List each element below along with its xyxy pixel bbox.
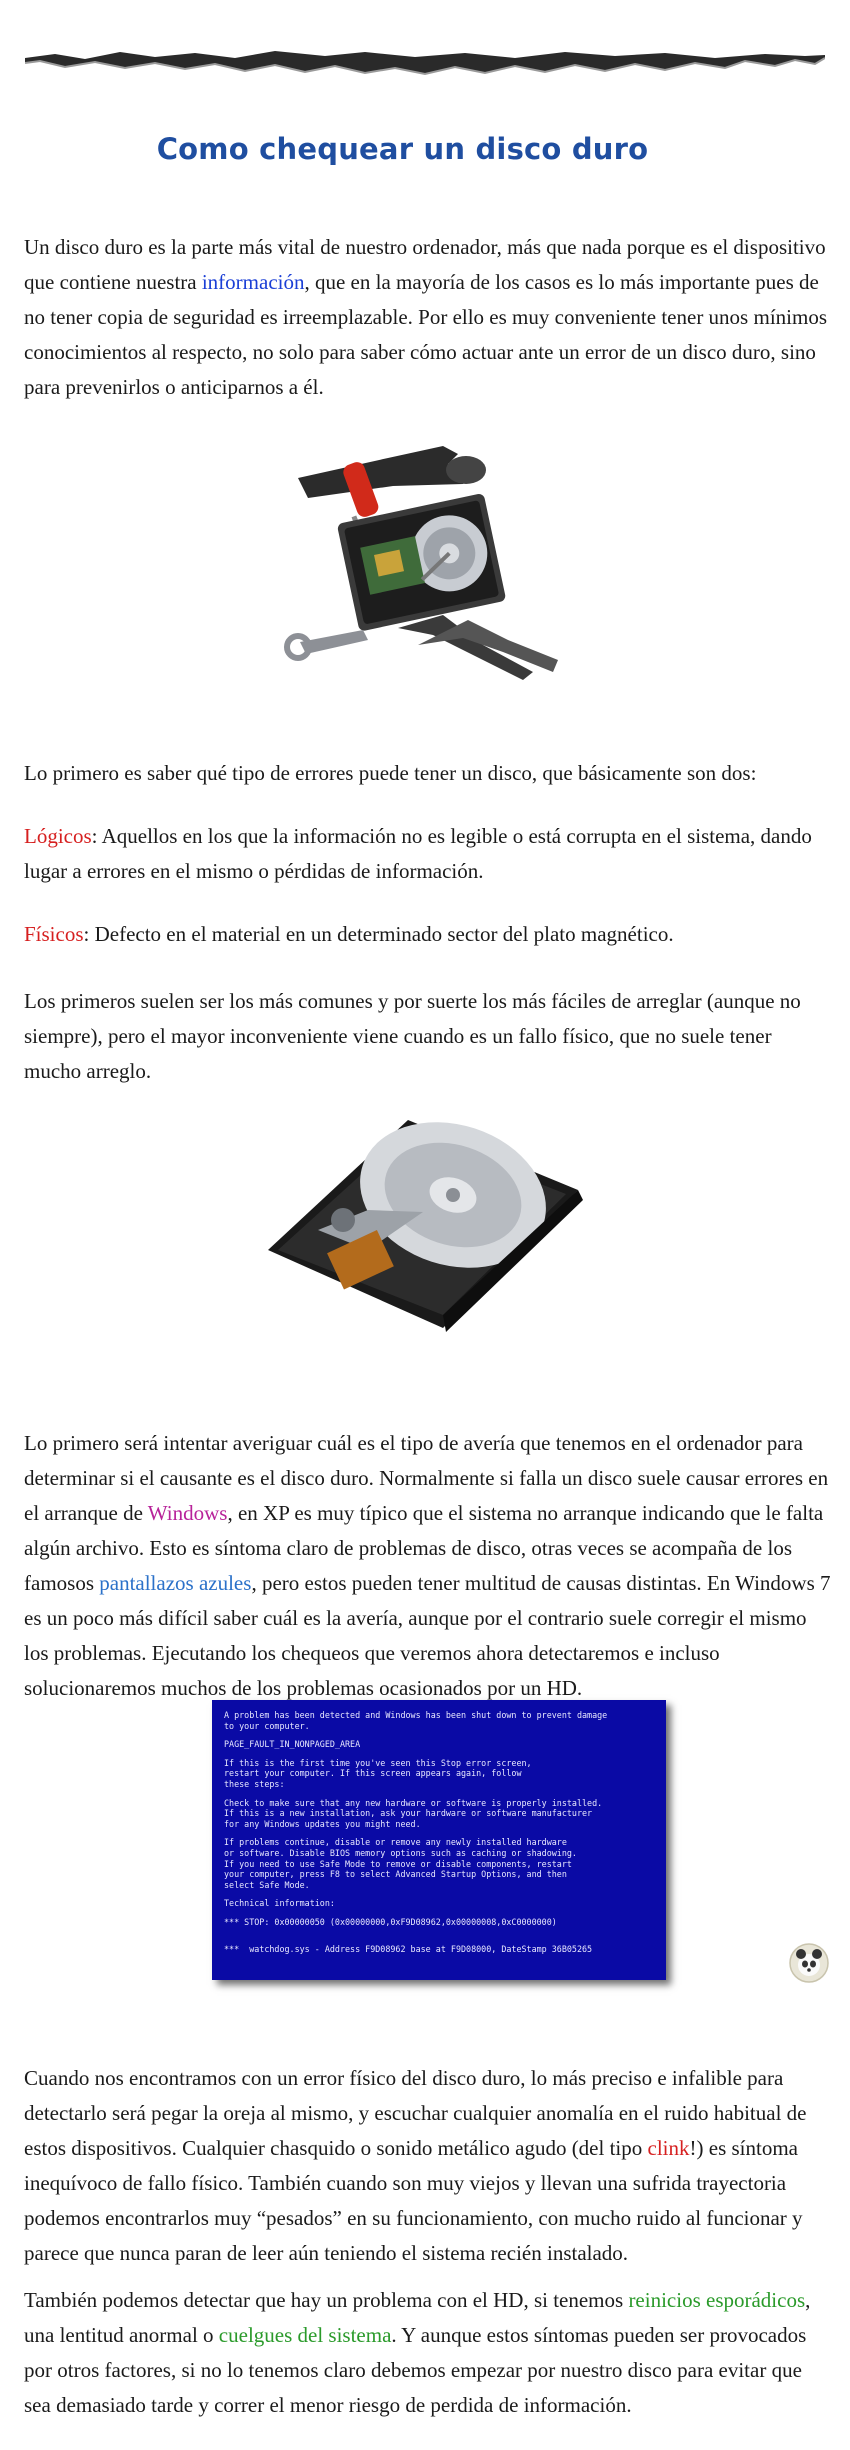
bsod-line: to your computer. bbox=[224, 1720, 310, 1731]
clink-word: clink bbox=[647, 2136, 690, 2160]
bsod-line: Technical information: bbox=[224, 1898, 335, 1909]
bsod-line: If problems continue, disable or remove any newly installed hardware bbox=[224, 1837, 567, 1848]
bsod-line: If you need to use Safe Mode to remove or disable components, restart bbox=[224, 1858, 572, 1869]
bsod-line bbox=[224, 1731, 656, 1739]
bsod-line: your computer, press F8 to select Advanced Startup Options, and then bbox=[224, 1869, 567, 1880]
types-intro-paragraph: Lo primero es saber qué tipo de errores puede tener un disco, que básicamente son dos: bbox=[24, 761, 757, 785]
torn-paper-divider bbox=[25, 44, 825, 94]
pantallazos-azules-link[interactable]: pantallazos azules bbox=[99, 1571, 252, 1595]
bsod-line: PAGE_FAULT_IN_NONPAGED_AREA bbox=[224, 1739, 361, 1750]
bsod-line: *** STOP: 0x00000050 (0x00000000,0xF9D08962,0x00000008,0xC0000000) bbox=[224, 1916, 557, 1927]
open-hard-drive-image bbox=[248, 1100, 588, 1340]
bsod-line: *** watchdog.sys - Address F9D08962 base at F9D08000, DateStamp 36B05265 bbox=[224, 1943, 593, 1954]
fisicos-term: Físicos bbox=[24, 922, 84, 946]
panda-badge-icon[interactable] bbox=[788, 1942, 830, 1984]
intro-paragraph: Un disco duro es la parte más vital de nuestro ordenador, más que nada porque es el dispositivo que contiene nuestra información, que en la mayoría de los casos es lo más importante pues de no tener copia de seguridad es irreemplazable. Por ello es muy conveniente tener unos mínimos conocimientos al respecto, no solo para saber cómo actuar ante un error de un disco duro, sino para prevenirlos o anticiparnos a él. bbox=[24, 235, 827, 399]
bsod-line bbox=[224, 1750, 656, 1758]
logicos-term: Lógicos bbox=[24, 824, 92, 848]
bsod-line bbox=[224, 1829, 656, 1837]
bsod-line: for any Windows updates you might need. bbox=[224, 1818, 421, 1829]
informacion-link[interactable]: información bbox=[201, 270, 305, 294]
page-title: Como chequear un disco duro bbox=[156, 132, 649, 166]
cuelgues-link[interactable]: cuelgues del sistema bbox=[218, 2323, 392, 2347]
blue-screen-image bbox=[212, 1700, 666, 1980]
bsod-line: select Safe Mode. bbox=[224, 1879, 310, 1890]
averiguar-paragraph: Lo primero será intentar averiguar cuál es el tipo de avería que tenemos en el ordenador para determinar si el causante es el disco duro. Normalmente si falla un disco suele causar errores en el arranque de Windows, en XP es muy típico que el sistema no arranque indicando que le falta algún archivo. Esto es síntoma claro de problemas de disco, otras veces se acompaña de los famosos pantallazos azules, pero estos pueden tener multitud de causas distintas. En Windows 7 es un poco más difícil saber cuál es la avería, aunque por el contrario suele corregir el mismo los problemas. Ejecutando los chequeos que veremos ahora detectaremos e incluso solucionaremos muchos de los problemas ocasionados por un HD. bbox=[24, 1431, 831, 1700]
tambien-paragraph: También podemos detectar que hay un problema con el HD, si tenemos reinicios esporádicos, una lentitud anormal o cuelgues del sistema. Y aunque estos síntomas pueden ser provocados por otros factores, si no lo tenemos claro debemos empezar por nuestro disco para evitar que sea demasiado tarde y correr el menor riesgo de perdida de información. bbox=[24, 2288, 811, 2417]
bsod-line bbox=[224, 1890, 656, 1898]
bsod-line bbox=[224, 1909, 656, 1917]
bsod-line: these steps: bbox=[224, 1778, 285, 1789]
bsod-line: Check to make sure that any new hardware or software is properly installed. bbox=[224, 1797, 603, 1808]
fisico-paragraph: Cuando nos encontramos con un error físico del disco duro, lo más preciso e infalible para detectarlo será pegar la oreja al mismo, y escuchar cualquier anomalía en el ruido habitual de estos dispositivos. Cualquier chasquido o sonido metálico agudo (del tipo clink!) es síntoma inequívoco de fallo físico. También cuando son muy viejos y llevan una sufrida trayectoria podemos encontrarlos muy “pesados” en su funcionamiento, con mucho ruido al funcionar y parece que nunca paran de leer aún teniendo el sistema recién instalado. bbox=[24, 2066, 807, 2265]
primeros-paragraph: Los primeros suelen ser los más comunes y por suerte los más fáciles de arreglar (aunque no siempre), pero el mayor inconveniente viene cuando es un fallo físico, que no suele tener mucho arreglo. bbox=[24, 989, 801, 1083]
logicos-paragraph: Lógicos: Aquellos en los que la información no es legible o está corrupta en el sistema, dando lugar a errores en el mismo o pérdidas de información. bbox=[24, 824, 812, 883]
bsod-line bbox=[224, 1790, 656, 1798]
bsod-line: A problem has been detected and Windows has been shut down to prevent damage bbox=[224, 1710, 608, 1720]
bsod-line bbox=[224, 1928, 656, 1936]
reinicios-link[interactable]: reinicios esporádicos bbox=[628, 2288, 806, 2312]
bsod-line: If this is a new installation, ask your hardware or software manufacturer bbox=[224, 1808, 593, 1819]
fisicos-paragraph: Físicos: Defecto en el material en un determinado sector del plato magnético. bbox=[24, 922, 674, 946]
bsod-line bbox=[224, 1936, 656, 1944]
bsod-line: or software. Disable BIOS memory options such as caching or shadowing. bbox=[224, 1847, 577, 1858]
hard-drive-with-tools-image bbox=[268, 440, 568, 685]
bsod-line: restart your computer. If this screen appears again, follow bbox=[224, 1768, 522, 1779]
windows-link[interactable]: Windows bbox=[147, 1501, 228, 1525]
bsod-line: If this is the first time you've seen this Stop error screen, bbox=[224, 1757, 532, 1768]
